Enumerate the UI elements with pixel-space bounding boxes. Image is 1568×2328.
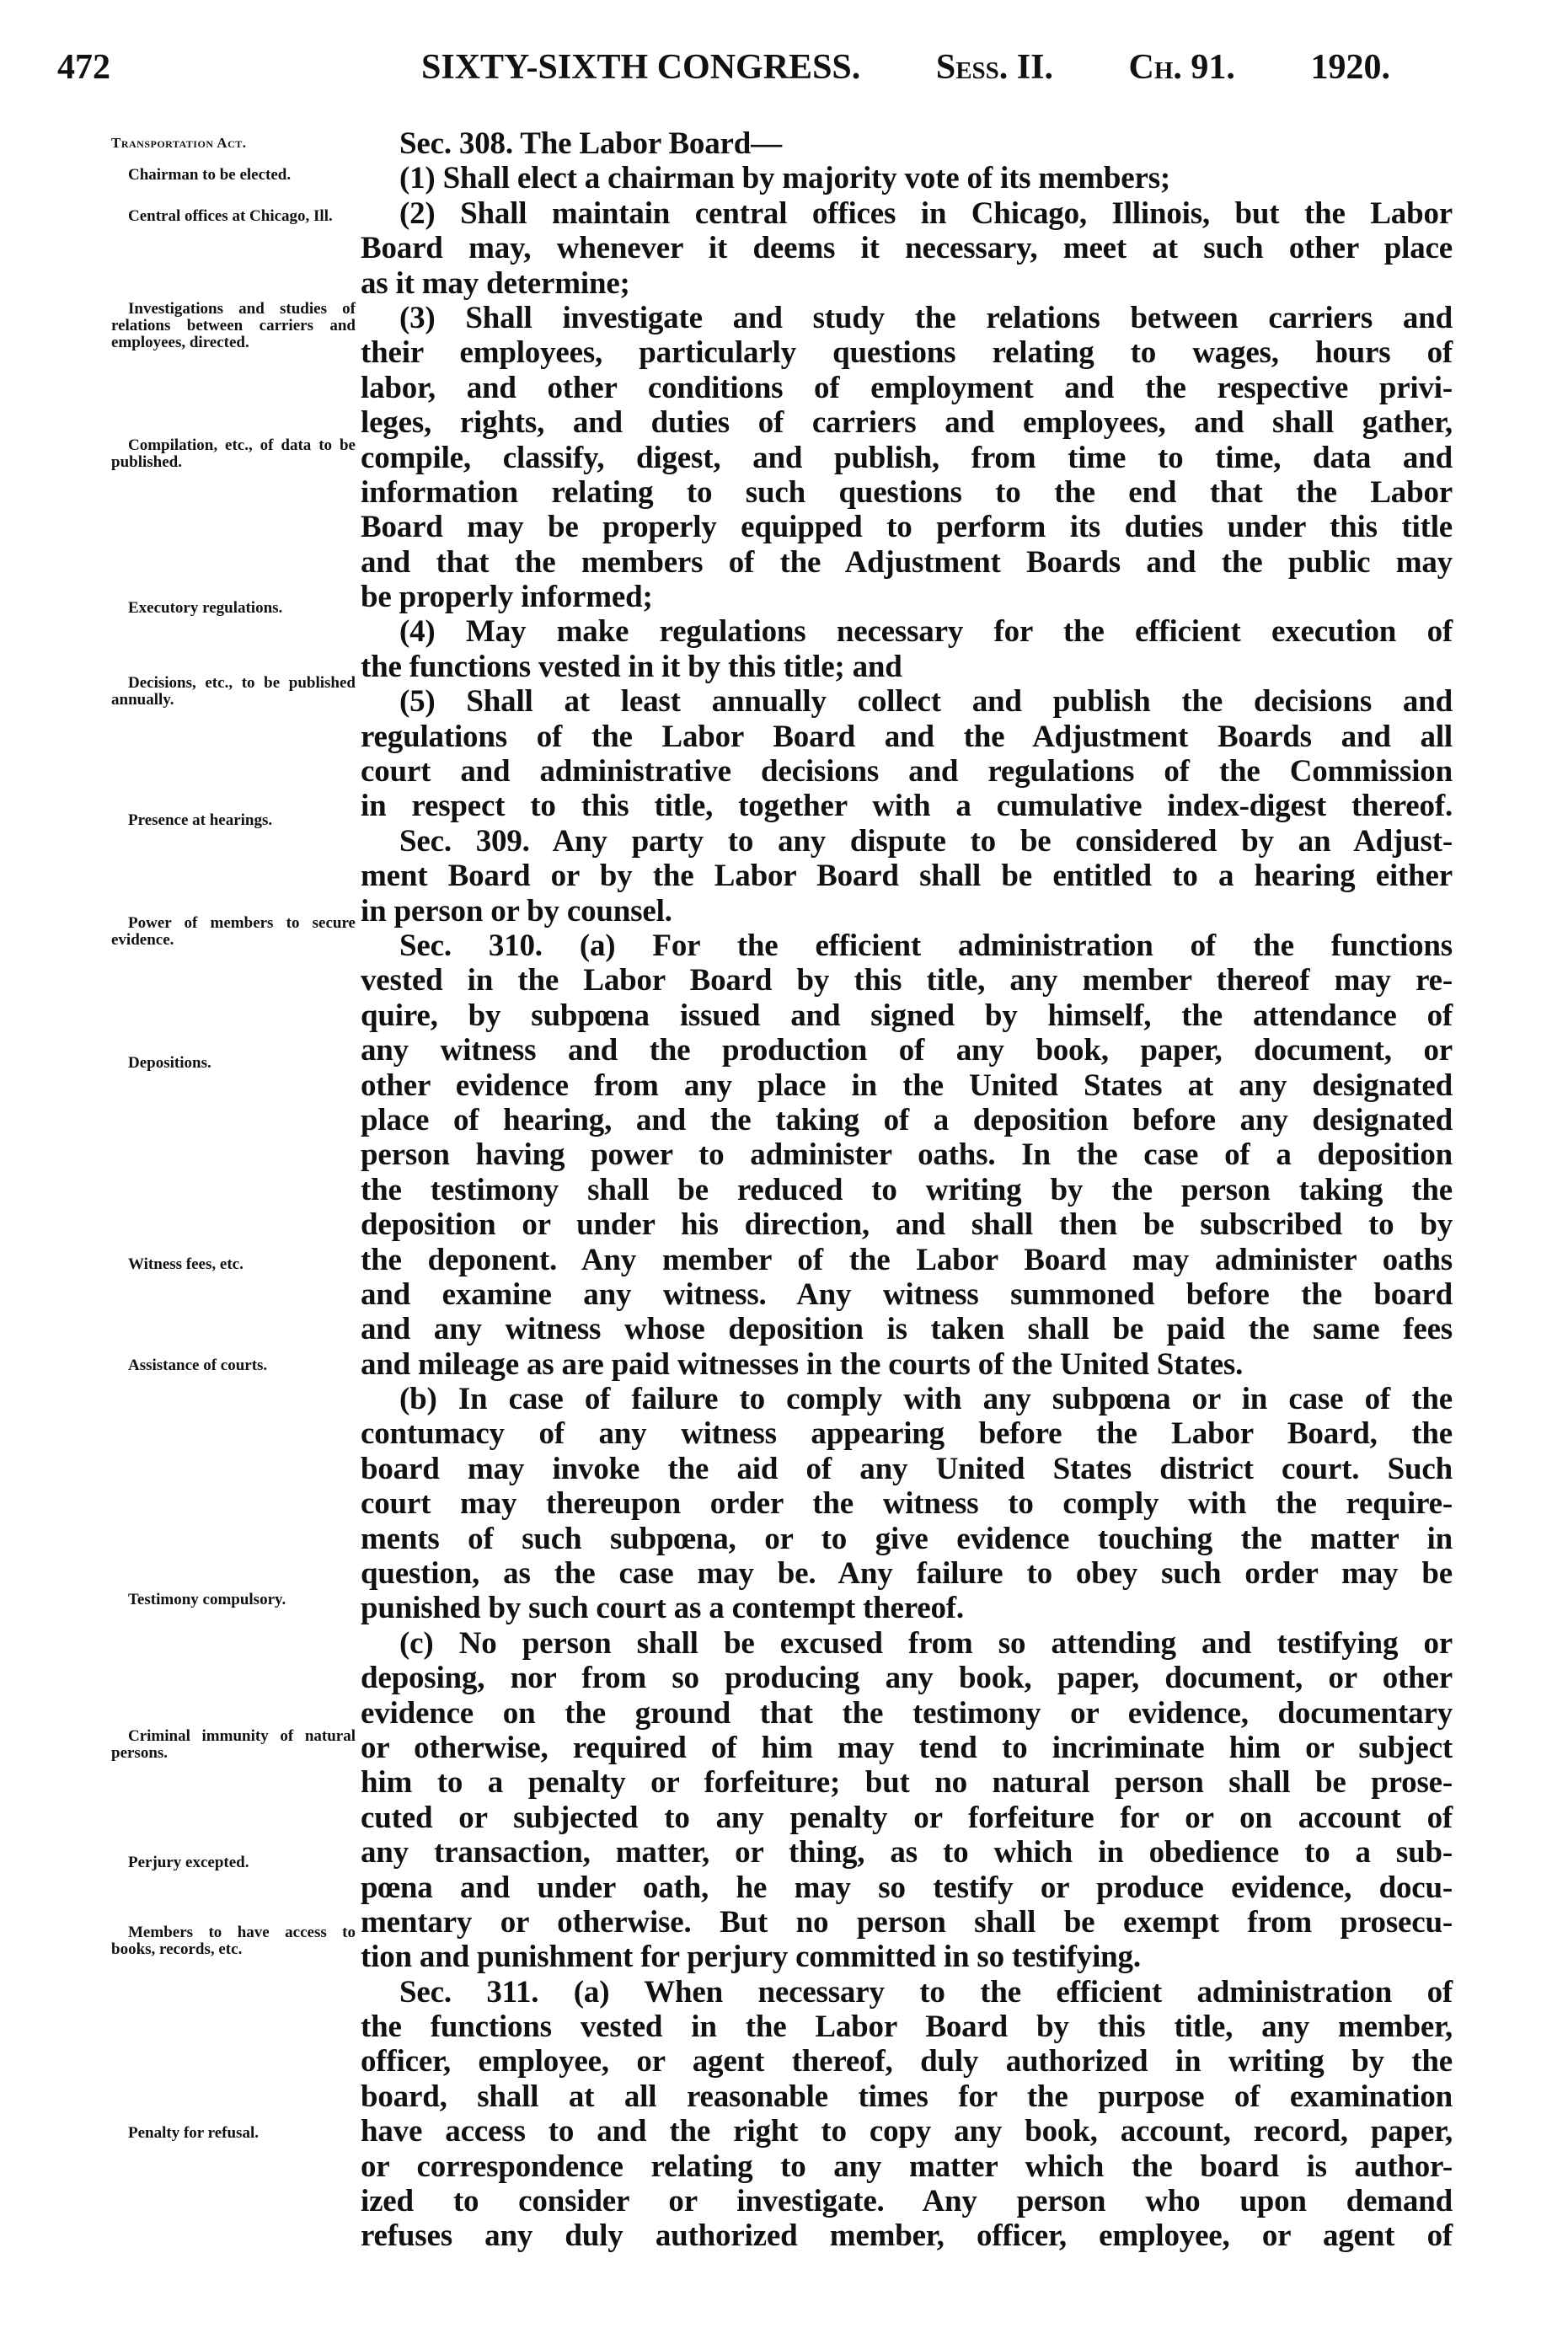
text-line: or correspondence relating to any matter which the board is author- bbox=[361, 2149, 1453, 2184]
text-line: in person or by counsel. bbox=[361, 893, 672, 929]
margin-note: Decisions, etc., to be published annually. bbox=[111, 674, 356, 709]
text-line: and examine any witness. Any witness summoned before the board bbox=[361, 1276, 1453, 1312]
margin-note: Power of members to secure evidence. bbox=[111, 914, 356, 949]
text-line: and that the members of the Adjustment Boards and the public may bbox=[361, 544, 1453, 580]
text-line: have access to and the right to copy any book, account, record, paper, bbox=[361, 2114, 1453, 2149]
text-line: compile, classify, digest, and publish, from time to time, data and bbox=[361, 440, 1453, 475]
text-line: contumacy of any witness appearing before the Labor Board, the bbox=[361, 1416, 1453, 1452]
text-line: Board may, whenever it deems it necessary, meet at such other place bbox=[361, 231, 1453, 266]
text-line: and mileage as are paid witnesses in the courts of the United States. bbox=[361, 1346, 1244, 1382]
running-header bbox=[421, 47, 1390, 88]
text-line: Board may be properly equipped to perform its duties under this title bbox=[361, 510, 1453, 545]
margin-note: Chairman to be elected. bbox=[128, 166, 292, 184]
text-line: Sec. 311. (a) When necessary to the efficient administration of bbox=[399, 1974, 1453, 2010]
text-line: in respect to this title, together with a cumulative index-digest thereof. bbox=[361, 789, 1453, 824]
text-line: evidence on the ground that the testimony or evidence, documentary bbox=[361, 1695, 1453, 1731]
text-line: any witness and the production of any book, paper, document, or bbox=[361, 1033, 1453, 1068]
margin-note: Testimony compulsory. bbox=[128, 1591, 286, 1608]
margin-note: Members to have access to books, records, etc. bbox=[111, 1924, 356, 1958]
page-number: 472 bbox=[57, 48, 110, 87]
text-line: board, shall at all reasonable times for the purpose of examination bbox=[361, 2079, 1453, 2114]
text-line: quire, by subpœna issued and signed by himself, the attendance of bbox=[361, 998, 1453, 1033]
header-congress: SIXTY-SIXTH CONGRESS. bbox=[421, 48, 861, 87]
margin-note: Depositions. bbox=[128, 1054, 211, 1072]
header-year: 1920. bbox=[1310, 48, 1390, 87]
text-line: leges, rights, and duties of carriers and employees, and shall gather, bbox=[361, 405, 1453, 441]
text-line: their employees, particularly questions relating to wages, hours of bbox=[361, 335, 1453, 371]
text-line: be properly informed; bbox=[361, 580, 653, 615]
text-line: tion and punishment for perjury committed in so testifying. bbox=[361, 1940, 1141, 1975]
text-line: and any witness whose deposition is taken shall be paid the same fees bbox=[361, 1312, 1453, 1347]
text-line: or otherwise, required of him may tend to incriminate him or subject bbox=[361, 1730, 1453, 1765]
header-chapter: Ch. 91. bbox=[1128, 48, 1235, 87]
text-line: person having power to administer oaths. In the case of a deposition bbox=[361, 1137, 1453, 1173]
margin-note: Central offices at Chicago, Ill. bbox=[128, 207, 333, 225]
margin-note: Executory regulations. bbox=[128, 599, 283, 617]
text-line: any transaction, matter, or thing, as to which in obedience to a sub- bbox=[361, 1835, 1453, 1870]
text-line: ments of such subpœna, or to give evidence touching the matter in bbox=[361, 1521, 1453, 1556]
text-line: ized to consider or investigate. Any person who upon demand bbox=[361, 2184, 1453, 2219]
margin-note: Penalty for refusal. bbox=[128, 2124, 259, 2142]
margin-note: Perjury excepted. bbox=[128, 1854, 249, 1871]
statute-text bbox=[361, 126, 1453, 2254]
margin-note: Assistance of courts. bbox=[128, 1357, 268, 1374]
text-line: question, as the case may be. Any failure to obey such order may be bbox=[361, 1556, 1453, 1592]
text-line: ment Board or by the Labor Board shall be entitled to a hearing either bbox=[361, 859, 1453, 894]
text-line: the functions vested in the Labor Board by this title, any member, bbox=[361, 2010, 1453, 2045]
text-line: Sec. 310. (a) For the efficient administration of the functions bbox=[399, 928, 1453, 963]
text-line: cuted or subjected to any penalty or forfeiture for or on account of bbox=[361, 1800, 1453, 1835]
text-line: refuses any duly authorized member, officer, employee, or agent of bbox=[361, 2218, 1453, 2254]
text-line: labor, and other conditions of employment and the respective privi- bbox=[361, 370, 1453, 405]
margin-note: Transportation Act. bbox=[111, 135, 247, 151]
text-line: mentary or otherwise. But no person shall be exempt from prosecu- bbox=[361, 1904, 1453, 1940]
text-line: vested in the Labor Board by this title, any member thereof may re- bbox=[361, 963, 1453, 998]
text-line: the functions vested in it by this title; and bbox=[361, 649, 902, 684]
text-line: (1) Shall elect a chairman by majority vote of its members; bbox=[399, 161, 1171, 196]
text-line: punished by such court as a contempt thereof. bbox=[361, 1591, 964, 1626]
margin-note: Compilation, etc., of data to be published. bbox=[111, 436, 356, 471]
margin-note: Criminal immunity of natural persons. bbox=[111, 1727, 356, 1762]
text-line: board may invoke the aid of any United States district court. Such bbox=[361, 1451, 1453, 1486]
text-line: Sec. 308. The Labor Board— bbox=[399, 126, 782, 161]
header-session: Sess. II. bbox=[935, 48, 1053, 87]
text-line: (5) Shall at least annually collect and publish the decisions and bbox=[399, 684, 1453, 720]
text-line: him to a penalty or forfeiture; but no natural person shall be prose- bbox=[361, 1765, 1453, 1801]
text-line: deposition or under his direction, and shall then be subscribed to by bbox=[361, 1207, 1453, 1243]
text-line: (b) In case of failure to comply with any subpœna or in case of the bbox=[399, 1382, 1453, 1417]
text-line: deposing, nor from so producing any book, paper, document, or other bbox=[361, 1661, 1453, 1696]
text-line: (3) Shall investigate and study the relations between carriers and bbox=[399, 300, 1453, 335]
text-line: Sec. 309. Any party to any dispute to be considered by an Adjust- bbox=[399, 823, 1453, 859]
text-line: place of hearing, and the taking of a deposition before any designated bbox=[361, 1102, 1453, 1137]
text-line: other evidence from any place in the United States at any designated bbox=[361, 1068, 1453, 1103]
text-line: the deponent. Any member of the Labor Board may administer oaths bbox=[361, 1242, 1453, 1277]
text-line: (c) No person shall be excused from so attending and testifying or bbox=[399, 1625, 1453, 1661]
text-line: (2) Shall maintain central offices in Chicago, Illinois, but the Labor bbox=[399, 195, 1453, 231]
margin-note: Presence at hearings. bbox=[128, 811, 273, 829]
text-line: (4) May make regulations necessary for the efficient execution of bbox=[399, 614, 1453, 650]
text-line: regulations of the Labor Board and the Adjustment Boards and all bbox=[361, 719, 1453, 754]
text-line: information relating to such questions to the end that the Labor bbox=[361, 474, 1453, 510]
text-line: pœna and under oath, he may so testify or produce evidence, docu- bbox=[361, 1870, 1453, 1905]
text-line: court and administrative decisions and regulations of the Commission bbox=[361, 754, 1453, 789]
text-line: as it may determine; bbox=[361, 265, 630, 301]
margin-note: Witness fees, etc. bbox=[128, 1255, 243, 1273]
text-line: officer, employee, or agent thereof, duly authorized in writing by the bbox=[361, 2044, 1453, 2079]
text-line: court may thereupon order the witness to comply with the require- bbox=[361, 1486, 1453, 1522]
margin-note: Investigations and studies of relations between carriers and employees, directed. bbox=[111, 300, 356, 351]
text-line: the testimony shall be reduced to writing by the person taking the bbox=[361, 1172, 1453, 1207]
